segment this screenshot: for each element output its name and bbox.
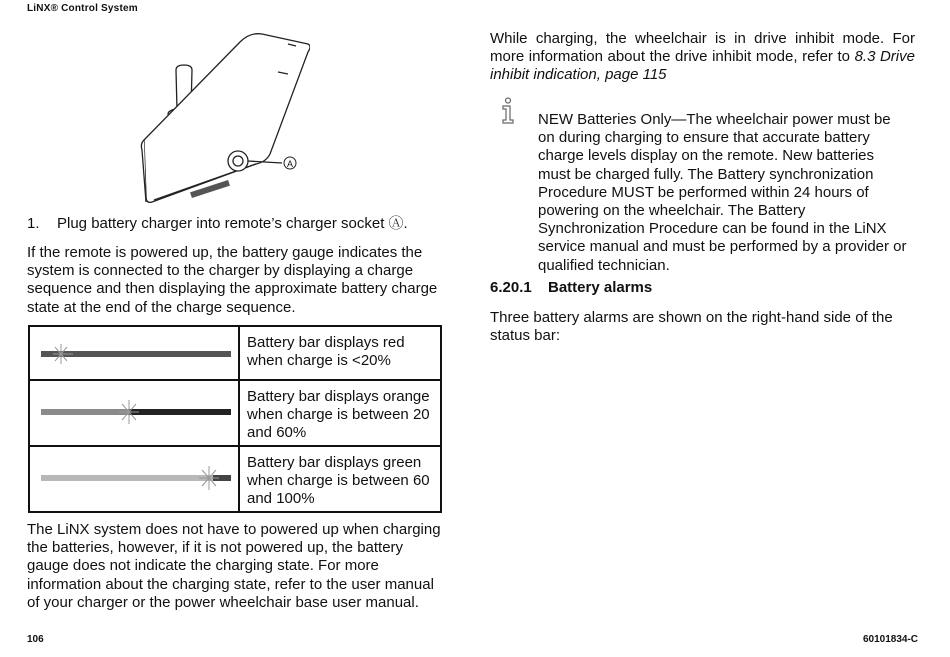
- battery-bar-red: [31, 328, 237, 378]
- callout-label: A: [286, 159, 294, 169]
- step-number: 1.: [27, 215, 40, 232]
- document-number: 60101834-C: [862, 634, 918, 645]
- battery-bar-description: Battery bar displays orange when charge is between 20 and 60%: [239, 380, 441, 446]
- page-number: 106: [27, 634, 44, 645]
- step-text: Plug battery charger into remote’s charger socket Ⓐ.: [57, 215, 408, 232]
- battery-alarms-paragraph: Three battery alarms are shown on the right-hand side of the status bar:: [490, 309, 893, 345]
- info-icon: [498, 97, 518, 125]
- remote-illustration: [130, 22, 310, 204]
- not-powered-paragraph: The LiNX system does not have to powered up when charging the batteries, however, if it is not powered up, the battery gauge does not indicate the charging state. For more information about the charging state, refer to the user manual of your charger or the power wheelchair base user manual.: [27, 521, 441, 611]
- spark-icon: [199, 466, 219, 490]
- charging-gauge-paragraph: If the remote is powered up, the battery gauge indicates the system is connected to the charger by displaying a charge sequence and then displaying the approximate battery charge state at the end of the charge sequence.: [27, 244, 438, 316]
- battery-bar-cell: [29, 326, 239, 380]
- step-1: [27, 215, 447, 233]
- battery-bar-orange: [31, 382, 237, 443]
- spark-icon: [53, 344, 73, 364]
- drive-inhibit-text: While charging, the wheelchair is in drive inhibit mode. For more information about the drive inhibit mode, refer to: [490, 30, 915, 66]
- battery-bar-table: [28, 325, 442, 513]
- battery-bar-description: Battery bar displays green when charge is between 60 and 100%: [239, 446, 441, 512]
- battery-bar-description: Battery bar displays red when charge is <20%: [239, 326, 441, 380]
- section-title: Battery alarms: [548, 279, 653, 296]
- battery-bar-cell: [29, 446, 239, 512]
- battery-bar-cell: [29, 380, 239, 446]
- drive-inhibit-paragraph: [490, 30, 915, 85]
- table-row: [29, 446, 441, 512]
- drive-inhibit-reference[interactable]: 8.3 Drive inhibit indication, page 115: [490, 48, 915, 84]
- table-row: [29, 380, 441, 446]
- section-number: 6.20.1: [490, 279, 532, 296]
- table-row: [29, 326, 441, 380]
- battery-bar-green: [31, 448, 237, 509]
- running-header: LiNX® Control System: [27, 3, 138, 14]
- spark-icon: [119, 400, 139, 424]
- note-text: NEW Batteries Only—The wheelchair power must be on during charging to ensure that accurate battery charge levels display on the remote. New batteries must be charged fully. The Battery synchronization Procedure MUST be performed within 24 hours of powering on the wheelchair. The Battery Synchronization Procedure can be found in the LiNX service manual and must be performed by a provider or qualified technician.: [538, 111, 907, 274]
- section-heading: [490, 279, 652, 296]
